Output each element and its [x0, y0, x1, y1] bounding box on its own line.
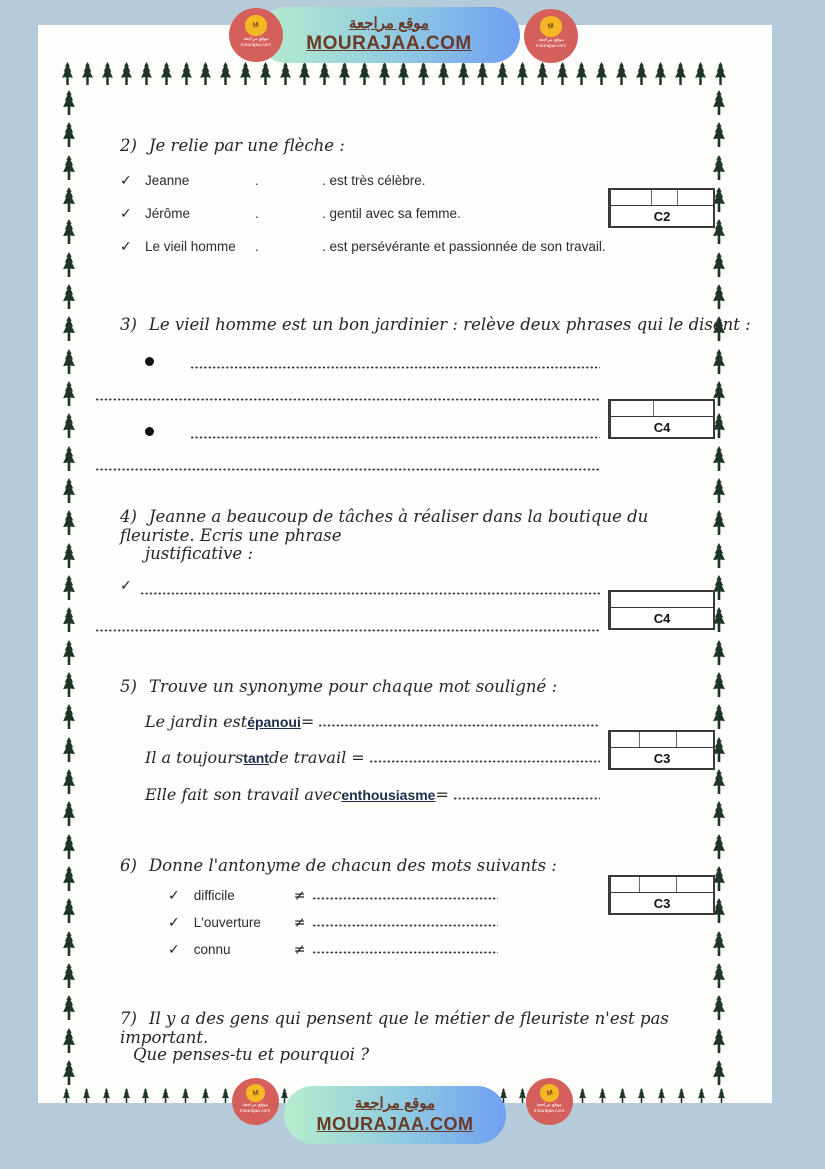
pine-tree-icon: [711, 252, 727, 277]
score-label: C2: [653, 208, 671, 224]
pine-tree-icon: [576, 1088, 589, 1103]
check-icon: ✓: [168, 915, 180, 931]
mourajaa-logo: [229, 8, 283, 62]
answer-line[interactable]: [95, 398, 600, 401]
pine-tree-icon: [139, 62, 154, 85]
pine-tree-icon: [80, 62, 95, 85]
tree-border-left: [60, 90, 77, 1085]
pine-tree-icon: [713, 62, 728, 85]
logo-book-icon: M: [245, 15, 268, 36]
question-7-prompt: 7) Il y a des gens qui pensent que le métier de fleuriste n'est pas important.: [120, 1009, 669, 1047]
score-box-c3: [608, 875, 715, 915]
score-cells: [611, 190, 713, 206]
answer-line[interactable]: [190, 436, 600, 439]
not-equal-icon: ≠: [293, 888, 306, 904]
pine-tree-icon: [61, 575, 77, 600]
antonym-row: [168, 915, 498, 931]
logo-text-ar: موقع مراجعة: [243, 36, 269, 41]
pine-tree-icon: [711, 769, 727, 794]
underlined-word: tant: [243, 750, 269, 766]
pine-tree-icon: [711, 122, 727, 147]
answer-line[interactable]: [95, 629, 600, 632]
logo-book-icon: M: [540, 1084, 560, 1102]
pine-tree-icon: [317, 62, 332, 85]
pine-tree-icon: [711, 349, 727, 374]
pine-tree-icon: [711, 90, 727, 115]
check-icon: ✓: [168, 942, 180, 958]
pine-tree-icon: [711, 672, 727, 697]
question-3-prompt: 3) Le vieil homme est un bon jardinier : relève deux phrases qui le disent :: [120, 315, 751, 334]
question-5-prompt: 5) Trouve un synonyme pour chaque mot souligné :: [120, 677, 558, 696]
logo-text-en: mourajaa.com: [240, 1108, 271, 1114]
pine-tree-icon: [258, 62, 273, 85]
pine-tree-icon: [711, 510, 727, 535]
pine-tree-icon: [416, 62, 431, 85]
answer-line[interactable]: [318, 724, 600, 727]
pine-tree-icon: [278, 62, 293, 85]
score-cells: [611, 732, 713, 748]
logo-book-icon: M: [246, 1084, 266, 1102]
check-icon: ✓: [120, 173, 132, 189]
pine-tree-icon: [555, 62, 570, 85]
check-icon: ✓: [120, 239, 132, 255]
check-icon: ✓: [120, 206, 132, 222]
match-left-item[interactable]: Jeanne: [145, 173, 190, 188]
pine-tree-icon: [61, 316, 77, 341]
match-right-item[interactable]: . est très célèbre.: [322, 173, 426, 188]
pine-tree-icon: [61, 478, 77, 503]
answer-line[interactable]: [369, 760, 600, 763]
answer-line[interactable]: [95, 468, 600, 471]
pine-tree-icon: [711, 446, 727, 471]
pine-tree-icon: [673, 62, 688, 85]
answer-line[interactable]: [140, 592, 600, 595]
pine-tree-icon: [159, 1088, 172, 1103]
site-name-arabic: موقع مراجعة: [354, 1095, 436, 1113]
pine-tree-icon: [61, 1028, 77, 1053]
pine-tree-icon: [596, 1088, 609, 1103]
header-banner: [258, 7, 520, 63]
question-4-prompt: 4) Jeanne a beaucoup de tâches à réaliser dans la boutique du fleuriste. Ecris une phrase: [120, 507, 649, 545]
mourajaa-logo: [524, 9, 578, 63]
pine-tree-icon: [100, 62, 115, 85]
pine-tree-icon: [100, 1088, 113, 1103]
antonym-word: connu: [193, 942, 231, 957]
antonym-row: [168, 942, 498, 958]
match-left-item[interactable]: Jérôme: [145, 206, 191, 221]
score-cells: [611, 877, 713, 893]
logo-text-ar: موقع مراجعة: [242, 1102, 269, 1108]
antonym-word: difficile: [193, 888, 235, 903]
pine-tree-icon: [711, 640, 727, 665]
pine-tree-icon: [139, 1088, 152, 1103]
score-label: C3: [653, 895, 671, 911]
pine-tree-icon: [711, 155, 727, 180]
question-4-prompt-line2: justificative :: [145, 544, 253, 563]
score-label: C3: [653, 750, 671, 766]
pine-tree-icon: [377, 62, 392, 85]
antonym-row: [168, 888, 498, 904]
tree-border-right: [710, 90, 727, 1085]
pine-tree-icon: [695, 1088, 708, 1103]
pine-tree-icon: [711, 284, 727, 309]
logo-text-en: mourajaa.com: [535, 43, 567, 48]
pine-tree-icon: [574, 62, 589, 85]
mourajaa-logo: [232, 1078, 279, 1125]
pine-tree-icon: [61, 381, 77, 406]
site-name-arabic: موقع مراجعة: [348, 14, 430, 32]
pine-tree-icon: [61, 543, 77, 568]
underlined-word: épanoui: [247, 714, 301, 730]
pine-tree-icon: [711, 931, 727, 956]
pine-tree-icon: [616, 1088, 629, 1103]
not-equal-icon: ≠: [293, 942, 306, 958]
synonym-row: Elle fait son travail avec enthousiasme =: [145, 785, 600, 804]
pine-tree-icon: [179, 62, 194, 85]
pine-tree-icon: [61, 737, 77, 762]
pine-tree-icon: [61, 898, 77, 923]
score-box-c4: [608, 399, 715, 439]
pine-tree-icon: [61, 769, 77, 794]
site-link[interactable]: MOURAJAA.COM: [306, 33, 472, 55]
pine-tree-icon: [675, 1088, 688, 1103]
answer-line[interactable]: [312, 897, 498, 900]
underlined-word: enthousiasme: [341, 787, 436, 803]
pine-tree-icon: [515, 62, 530, 85]
pine-tree-icon: [535, 62, 550, 85]
pine-tree-icon: [238, 62, 253, 85]
pine-tree-icon: [219, 1088, 232, 1103]
pine-tree-icon: [198, 62, 213, 85]
question-2-prompt: 2) Je relie par une flèche :: [120, 136, 345, 155]
pine-tree-icon: [634, 62, 649, 85]
pine-tree-icon: [614, 62, 629, 85]
pine-tree-icon: [61, 252, 77, 277]
match-row: [120, 206, 620, 224]
pine-tree-icon: [711, 1060, 727, 1085]
pine-tree-icon: [711, 801, 727, 826]
pine-tree-icon: [61, 349, 77, 374]
question-7-prompt-line2: Que penses-tu et pourquoi ?: [133, 1045, 370, 1064]
score-label: C4: [653, 419, 671, 435]
score-cells: [611, 401, 713, 417]
connector-dot[interactable]: .: [255, 239, 259, 254]
synonym-row: Il a toujours tant de travail =: [145, 748, 600, 767]
score-box-c3: [608, 730, 715, 770]
pine-tree-icon: [711, 963, 727, 988]
answer-line[interactable]: [312, 951, 498, 954]
pine-tree-icon: [61, 1060, 77, 1085]
logo-text-ar: موقع مراجعة: [538, 37, 564, 42]
pine-tree-icon: [297, 62, 312, 85]
pine-tree-icon: [711, 704, 727, 729]
pine-tree-icon: [711, 834, 727, 859]
logo-text-ar: موقع مراجعة: [536, 1102, 563, 1108]
pine-tree-icon: [61, 413, 77, 438]
pine-tree-icon: [396, 62, 411, 85]
pine-tree-icon: [61, 219, 77, 244]
answer-line[interactable]: [453, 797, 600, 800]
pine-tree-icon: [61, 187, 77, 212]
pine-tree-icon: [61, 640, 77, 665]
pine-tree-icon: [61, 155, 77, 180]
pine-tree-icon: [218, 62, 233, 85]
connector-dot[interactable]: .: [255, 206, 259, 221]
match-right-item[interactable]: . gentil avec sa femme.: [322, 206, 461, 221]
pine-tree-icon: [61, 704, 77, 729]
pine-tree-icon: [61, 672, 77, 697]
pine-tree-icon: [61, 607, 77, 632]
match-right-item[interactable]: . est persévérante et passionnée de son travail.: [322, 239, 606, 254]
logo-text-en: mourajaa.com: [240, 42, 272, 47]
pine-tree-icon: [653, 62, 668, 85]
synonym-row: Le jardin est épanoui =: [145, 712, 600, 731]
not-equal-icon: ≠: [293, 915, 306, 931]
pine-tree-icon: [179, 1088, 192, 1103]
pine-tree-icon: [60, 1088, 73, 1103]
pine-tree-icon: [61, 284, 77, 309]
tree-border-top: [60, 62, 728, 86]
pine-tree-icon: [61, 834, 77, 859]
pine-tree-icon: [61, 801, 77, 826]
pine-tree-icon: [61, 446, 77, 471]
pine-tree-icon: [475, 62, 490, 85]
pine-tree-icon: [119, 62, 134, 85]
footer-banner: [284, 1086, 506, 1144]
match-row: [120, 239, 680, 257]
check-icon: ✓: [120, 578, 132, 594]
pine-tree-icon: [337, 62, 352, 85]
pine-tree-icon: [120, 1088, 133, 1103]
pine-tree-icon: [159, 62, 174, 85]
pine-tree-icon: [357, 62, 372, 85]
bullet-icon: [145, 427, 154, 436]
match-row: [120, 173, 620, 191]
pine-tree-icon: [60, 62, 75, 85]
site-link[interactable]: MOURAJAA.COM: [316, 1114, 474, 1135]
pine-tree-icon: [61, 995, 77, 1020]
question-6-prompt: 6) Donne l'antonyme de chacun des mots suivants :: [120, 856, 557, 875]
pine-tree-icon: [594, 62, 609, 85]
pine-tree-icon: [61, 866, 77, 891]
score-box-c4: [608, 590, 715, 630]
pine-tree-icon: [711, 478, 727, 503]
mourajaa-logo: [526, 1078, 573, 1125]
pine-tree-icon: [61, 510, 77, 535]
pine-tree-icon: [655, 1088, 668, 1103]
answer-line[interactable]: [190, 366, 600, 369]
pine-tree-icon: [456, 62, 471, 85]
bullet-icon: [145, 357, 154, 366]
pine-tree-icon: [199, 1088, 212, 1103]
answer-line[interactable]: [312, 924, 498, 927]
score-label: C4: [653, 610, 671, 626]
logo-text-en: mourajaa.com: [534, 1108, 565, 1114]
score-cells: [611, 592, 713, 608]
pine-tree-icon: [80, 1088, 93, 1103]
match-left-item[interactable]: Le vieil homme: [145, 239, 236, 254]
pine-tree-icon: [436, 62, 451, 85]
antonym-word: L'ouverture: [193, 915, 261, 930]
pine-tree-icon: [61, 90, 77, 115]
check-icon: ✓: [168, 888, 180, 904]
connector-dot[interactable]: .: [255, 173, 259, 188]
score-box-c2: [608, 188, 715, 228]
pine-tree-icon: [711, 543, 727, 568]
pine-tree-icon: [635, 1088, 648, 1103]
pine-tree-icon: [693, 62, 708, 85]
pine-tree-icon: [61, 122, 77, 147]
pine-tree-icon: [495, 62, 510, 85]
pine-tree-icon: [61, 931, 77, 956]
pine-tree-icon: [715, 1088, 728, 1103]
pine-tree-icon: [61, 963, 77, 988]
logo-book-icon: M: [540, 16, 563, 37]
